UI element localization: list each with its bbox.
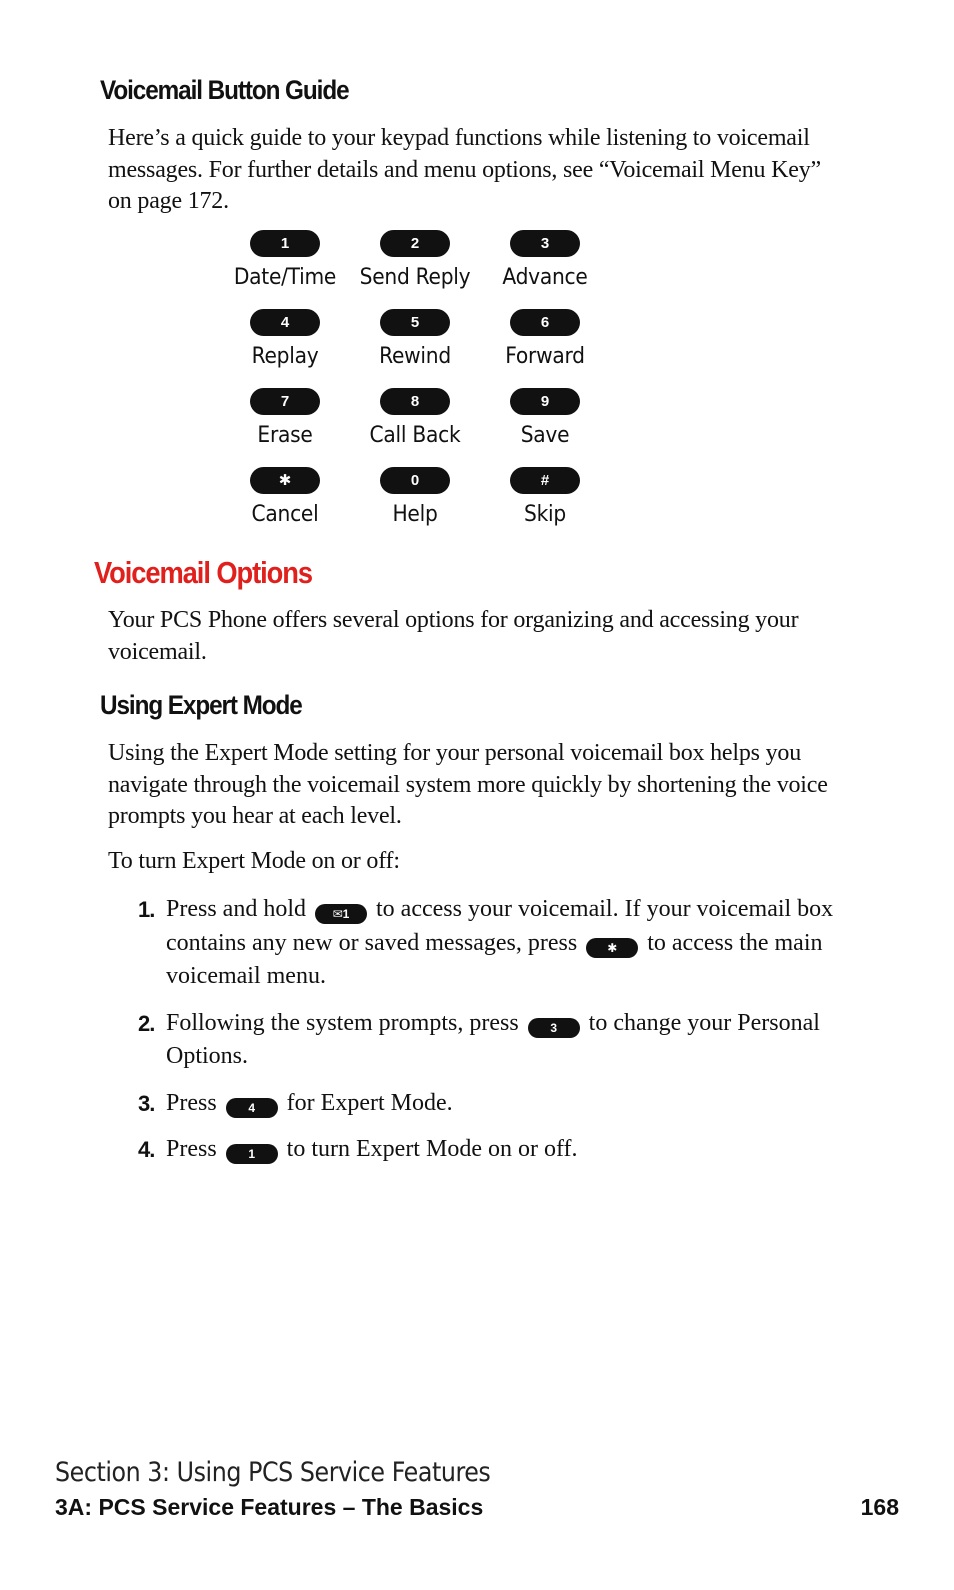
key-guide-item xyxy=(220,230,350,290)
step-item xyxy=(138,1087,858,1121)
key-6-icon: 6 xyxy=(510,309,580,336)
key-label: Skip xyxy=(524,502,566,527)
key-label: Replay xyxy=(251,344,319,369)
key-guide-item xyxy=(350,467,480,527)
key-guide-item xyxy=(480,309,610,369)
key-guide-item xyxy=(220,309,350,369)
key-guide-item xyxy=(220,388,350,448)
expert-mode-intro: Using the Expert Mode setting for your personal voicemail box helps you navigate through the voicemail system more quickly by shortening the voice prompts you hear at each level. xyxy=(108,740,828,829)
step-text: to turn Expert Mode on or off. xyxy=(286,1136,578,1162)
key-label: Call Back xyxy=(369,423,461,448)
key-guide-item xyxy=(220,467,350,527)
step-item xyxy=(138,893,858,994)
step-number: 2. xyxy=(138,1010,155,1036)
key-guide-item xyxy=(480,388,610,448)
button-guide-heading: Voicemail Button Guide xyxy=(100,75,349,105)
key-3-icon: 3 xyxy=(510,230,580,257)
step-text: to access your voicemail. If your voicemail box contains any new or saved messages, press xyxy=(166,896,834,956)
key-label: Save xyxy=(520,423,570,448)
expert-mode-steps xyxy=(138,893,858,1180)
page-number: 168 xyxy=(860,1494,899,1520)
step-number: 3. xyxy=(138,1090,155,1116)
key-guide-item xyxy=(480,230,610,290)
key-label: Forward xyxy=(505,344,585,369)
key-1-icon: 1 xyxy=(226,1144,278,1164)
key-1-icon: 1 xyxy=(250,230,320,257)
step-number: 4. xyxy=(138,1137,155,1162)
key-guide-item xyxy=(350,309,480,369)
voicemail-options-heading: Voicemail Options xyxy=(94,555,313,590)
key-5-icon: 5 xyxy=(380,309,450,336)
key-8-icon: 8 xyxy=(380,388,450,415)
step-text: Press xyxy=(166,1089,217,1116)
key-label: Erase xyxy=(257,423,313,448)
key-4-icon: 4 xyxy=(250,309,320,336)
key-label: Rewind xyxy=(379,344,451,369)
step-text: Following the system prompts, press xyxy=(166,1009,519,1036)
step-number: 1. xyxy=(138,897,155,922)
key-label: Advance xyxy=(502,265,588,290)
step-item xyxy=(138,1007,858,1074)
key-label: Send Reply xyxy=(359,265,471,290)
footer-section-title: Section 3: Using PCS Service Features xyxy=(55,1457,491,1488)
key-guide-item xyxy=(480,467,610,527)
key-2-icon: 2 xyxy=(380,230,450,257)
key-guide-item xyxy=(350,388,480,448)
step-text: Press xyxy=(166,1136,217,1162)
footer-chapter-title: 3A: PCS Service Features – The Basics xyxy=(55,1494,484,1520)
key-guide-item xyxy=(350,230,480,290)
star-key-icon: ✱ xyxy=(586,938,638,958)
step-text: to change your Personal Options. xyxy=(166,1009,820,1069)
key-3-icon: 3 xyxy=(528,1018,580,1038)
key-label: Help xyxy=(392,502,438,527)
key-0-icon: 0 xyxy=(380,467,450,494)
pound-key-icon: # xyxy=(510,467,580,494)
expert-mode-lead: To turn Expert Mode on or off: xyxy=(108,848,400,874)
key-4-icon: 4 xyxy=(226,1098,278,1118)
key-label: Date/Time xyxy=(233,265,337,290)
key-9-icon: 9 xyxy=(510,388,580,415)
voicemail-key-icon: ✉1 xyxy=(315,904,367,924)
voicemail-options-intro: Your PCS Phone offers several options for organizing and accessing your voicemail. xyxy=(108,607,799,665)
button-guide-intro: Here’s a quick guide to your keypad functions while listening to voicemail messages. For further details and menu options, see “Voicemail Menu Key” on page 172. xyxy=(108,125,821,214)
star-key-icon: ✱ xyxy=(250,467,320,494)
step-text: to access the main voicemail menu. xyxy=(166,929,823,989)
expert-mode-heading: Using Expert Mode xyxy=(100,690,302,720)
key-label: Cancel xyxy=(251,502,319,527)
step-text: Press and hold xyxy=(166,896,306,922)
step-text: for Expert Mode. xyxy=(286,1089,453,1116)
step-item xyxy=(138,1133,858,1167)
key-7-icon: 7 xyxy=(250,388,320,415)
